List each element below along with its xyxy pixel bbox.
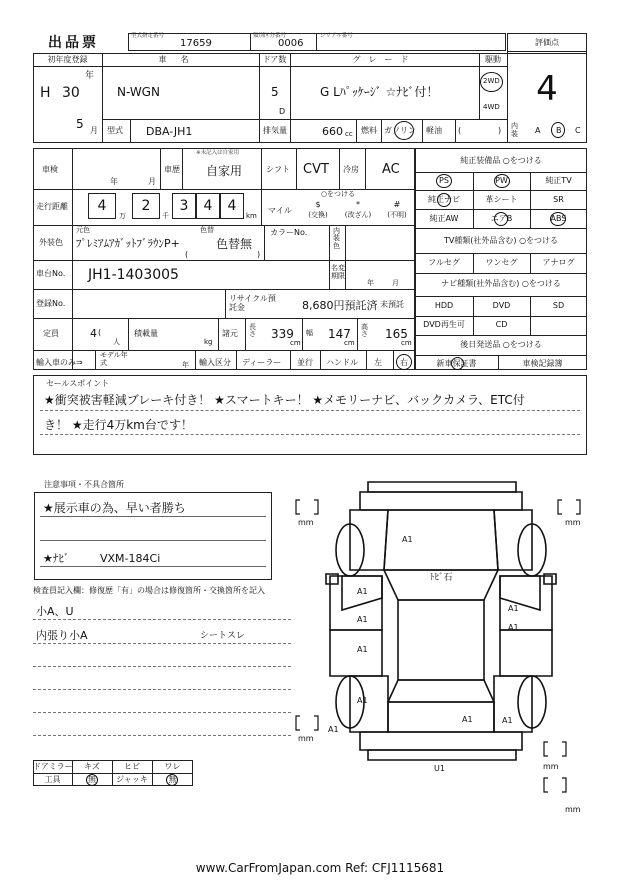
import-type-label: 輸入区分 <box>199 358 231 367</box>
car-name: N-WGN <box>117 85 160 99</box>
equip-ps: PS <box>439 176 449 185</box>
color-label: 外装色 <box>39 238 63 247</box>
capacity: 4 <box>90 327 97 340</box>
mark-a1-front-door-r: A1 <box>508 604 519 613</box>
import-year-unit: 年 <box>182 361 189 369</box>
legend-h2: キズ <box>84 762 100 771</box>
unit-tamper: * <box>356 200 360 209</box>
doors: 5 <box>271 85 279 99</box>
equip-navi: 純正ナビ <box>428 195 460 204</box>
mileage-d3: 3 <box>179 198 189 214</box>
car-name-label: 車名 <box>158 55 203 64</box>
recycle-label: リサイクル預託金 <box>229 294 276 313</box>
color-no-label: カラーNo. <box>270 228 308 237</box>
equip-airbag-circle <box>494 212 508 226</box>
width: 147 <box>328 327 351 341</box>
equip-tv: 純正TV <box>545 176 572 185</box>
nc-month: 月 <box>392 279 399 287</box>
unit-note: ○をつける <box>320 190 356 198</box>
height: 165 <box>385 327 408 341</box>
use-label: 車歴 <box>164 165 180 174</box>
len-cm: cm <box>290 339 301 347</box>
legend-r2: 無 <box>88 775 96 784</box>
mark-a1-rear-l: A1 <box>357 645 368 654</box>
reg-month: 5 <box>76 117 84 131</box>
navi-sd: SD <box>552 301 565 310</box>
legend-r2-circle <box>86 774 98 786</box>
legend-r4-circle <box>166 774 178 786</box>
inspection-label: 車検 <box>42 165 58 174</box>
ac: AC <box>382 162 400 177</box>
use: 自家用 <box>206 164 243 178</box>
use-note: ※未記入は自家用 <box>196 150 240 156</box>
drive-2wd: 2WD <box>483 77 500 85</box>
mileage-label: 走行距離 <box>36 202 68 211</box>
handle-right: 右 <box>400 358 408 367</box>
interior-circle <box>551 122 565 138</box>
len-label: 長さ <box>249 323 256 339</box>
mark-a1-front-door-l: A1 <box>357 587 368 596</box>
interior-a: A <box>535 126 541 135</box>
notes-line2-model: VXM-184Ci <box>100 552 161 565</box>
fuel-gas: ガソリン <box>384 126 416 135</box>
insp-line2b: シートスレ <box>200 631 245 641</box>
equip-abs-circle <box>550 212 566 226</box>
length: 339 <box>271 327 294 341</box>
equip-pw: PW <box>495 176 508 185</box>
later-records: 車検記録簿 <box>522 359 563 368</box>
legend-r1: 工具 <box>44 775 61 784</box>
fuel-diesel: 軽油 <box>426 126 442 135</box>
interior-b: B <box>556 126 562 135</box>
later-warranty: 新車保証書 <box>436 359 477 368</box>
dims-label: 諸元 <box>222 329 238 338</box>
legend-r4: 無 <box>168 775 177 784</box>
equip-navi-circle <box>437 193 451 207</box>
legend-r3: ジャッキ <box>116 775 148 784</box>
handle-left: 左 <box>374 358 382 367</box>
hgt-label: 高さ <box>361 323 368 339</box>
paint-value: 色替無 <box>216 237 253 251</box>
type-cert-no: 17659 <box>180 38 212 49</box>
equip-pw-circle <box>494 174 510 188</box>
capacity-unit: 人 <box>113 338 120 346</box>
fuel-label: 燃料 <box>361 126 377 135</box>
cc-unit: cc <box>345 130 353 138</box>
sen-unit: 千 <box>162 212 169 220</box>
grade: G Lﾊﾟｯｹｰｼﾞ ☆ﾅﾋﾞ付！ <box>320 85 439 99</box>
grade-label: グレード <box>352 55 417 64</box>
mark-chip-windshield: ﾄﾋﾞ石 <box>430 573 453 583</box>
sales-label: セールスポイント <box>46 379 110 388</box>
diag-mm-2: mm <box>565 518 581 527</box>
drive-label: 駆動 <box>485 55 501 64</box>
form-title: 出品票 <box>48 35 99 51</box>
diag-mm-4: mm <box>543 762 559 771</box>
mark-a1-hood: A1 <box>402 535 413 544</box>
shift-label: シフト <box>266 165 290 174</box>
category-label: 類別区分番号 <box>253 33 287 39</box>
int-color-label: 内装色 <box>333 227 340 250</box>
later-label: 後日発送品 ○をつける <box>460 340 542 349</box>
navi-dvd: DVD <box>492 301 511 310</box>
mark-a1-rear-wheel-l: A1 <box>328 725 339 734</box>
fuel-circle <box>394 121 414 140</box>
tv-analog: アナログ <box>542 258 575 267</box>
unit-swap: $ <box>315 200 321 209</box>
handle-circle <box>396 354 412 370</box>
insp-line1: 小A、U <box>36 605 74 618</box>
diag-mm-3: mm <box>298 734 314 743</box>
model: DBA-JH1 <box>146 125 193 138</box>
equip-abs: ABS <box>550 214 567 223</box>
tv-full: フルセグ <box>428 258 460 267</box>
equip-leather: 革シート <box>485 195 518 204</box>
mark-a1-rear-fender-l: A1 <box>357 696 368 705</box>
equip-airbag: エアB <box>490 214 513 223</box>
mark-a1-rear-door-r: A1 <box>508 623 519 632</box>
equip-ps-circle <box>436 174 452 188</box>
load-unit: kg <box>204 338 213 346</box>
mark-a1-rear-door-l: A1 <box>357 615 368 624</box>
score-label: 評価点 <box>535 38 559 47</box>
mark-a1-trunk: A1 <box>462 715 473 724</box>
mark-u1-bumper: U1 <box>434 764 445 773</box>
hgt-cm: cm <box>401 339 412 347</box>
ac-label: 冷房 <box>343 165 359 174</box>
reg-label: 登録No. <box>36 299 66 308</box>
shift: CVT <box>303 162 329 177</box>
displacement: 660 <box>322 125 343 138</box>
legend-h4: ワレ <box>164 762 181 771</box>
mileage-d4: 4 <box>203 198 213 214</box>
type-cert-label: 型式指定番号 <box>131 33 165 39</box>
genuine-label: 純正装備品 ○をつける <box>460 156 542 165</box>
paint-label: 色替 <box>200 226 214 234</box>
load-label: 積載量 <box>134 329 158 338</box>
first-reg-label: 初年度登録 <box>47 55 88 64</box>
navi-label: ナビ種類(社外品含む) ○をつける <box>441 279 561 288</box>
handle-label: ハンドル <box>326 358 358 367</box>
mileage-d2: 2 <box>141 198 151 214</box>
capacity-label: 定員 <box>43 329 59 338</box>
serial-label: シリアル番号 <box>320 33 353 39</box>
sales-box <box>33 375 587 455</box>
doors-label: ドア数 <box>262 55 287 64</box>
month-unit: 月 <box>90 126 98 135</box>
diag-mm-5: mm <box>565 805 581 814</box>
notes-label: 注意事項・不具合箇所 <box>44 480 124 489</box>
navi-dvdplay: DVD再生可 <box>423 320 465 329</box>
sales-line2: き！ ★走行4万km台です！ <box>44 418 193 432</box>
era: H <box>40 85 51 101</box>
import-parallel: 並行 <box>297 358 313 367</box>
man-unit: 万 <box>119 212 126 220</box>
drive-circle <box>480 72 503 92</box>
doors-sub: D <box>279 107 286 116</box>
km-unit: km <box>246 212 257 220</box>
orig-color: ﾌﾟﾚﾐｱﾑｱｶﾞｯﾄﾌﾞﾗｳﾝP+ <box>76 237 180 250</box>
insp-line2: 内張り小A <box>36 629 88 642</box>
model-label: 型式 <box>107 126 123 135</box>
unit-unknown: # <box>393 200 401 209</box>
insp-year-unit: 年 <box>110 177 118 186</box>
recycle-none: 未預託 <box>380 300 404 309</box>
score-value: 4 <box>536 69 558 109</box>
mileage-d1: 4 <box>97 198 107 214</box>
car-damage-diagram <box>290 470 590 830</box>
drive-4wd: 4WD <box>483 103 500 111</box>
unit-tamper-sub: (改ざん) <box>344 211 372 219</box>
legend-h3: ヒビ <box>124 762 140 771</box>
wid-label: 幅 <box>306 329 313 337</box>
chassis-label: 車台No. <box>36 269 66 278</box>
inspector-label: 検査員記入欄：修復歴「有」の場合は修復箇所・交換箇所を記入 <box>33 586 265 595</box>
unit-unknown-sub: (不明) <box>387 211 407 219</box>
unit-mile: マイル <box>268 206 292 215</box>
interior-label: 内装 <box>511 122 518 138</box>
tv-label: TV種類(社外品含む) ○をつける <box>443 236 559 245</box>
later-warranty-circle <box>451 357 464 370</box>
interior-c: C <box>575 126 581 135</box>
diag-mm-1: mm <box>298 518 314 527</box>
sales-line1: ★衝突被害軽減ブレーキ付き！ ★スマートキー！ ★メモリーナビ、バックカメラ、ETC付 <box>44 393 525 407</box>
mileage-d5: 4 <box>227 198 237 214</box>
equip-sr: SR <box>553 195 564 204</box>
insp-month-unit: 月 <box>148 177 156 186</box>
legend-h1: ドアミラー <box>33 762 73 771</box>
import-label: 輸入車のみ⇒ <box>36 358 83 367</box>
notes-line1: ★展示車の為、早い者勝ち <box>43 501 186 515</box>
tv-one: ワンセグ <box>485 258 518 267</box>
orig-color-label: 元色 <box>76 226 90 234</box>
recycle-amount: 8,680円預託済 <box>302 299 378 312</box>
model-year-label: モデル年式 <box>100 351 128 367</box>
nc-year: 年 <box>367 279 374 287</box>
unit-swap-sub: (交換) <box>308 211 328 219</box>
navi-hdd: HDD <box>434 301 454 310</box>
footer-ref: www.CarFromJapan.com Ref: CFJ1115681 <box>195 861 445 875</box>
name-change-label: 名変期限 <box>331 264 345 280</box>
mark-a1-rear-fender-r: A1 <box>502 716 513 725</box>
navi-cd: CD <box>495 320 508 329</box>
reg-year: 30 <box>62 85 80 101</box>
displacement-label: 排気量 <box>263 126 287 135</box>
year-unit: 年 <box>85 71 95 81</box>
import-dealer: ディーラー <box>242 358 282 367</box>
notes-line2-star: ★ﾅﾋﾞ <box>43 552 70 565</box>
wid-cm: cm <box>344 339 355 347</box>
category-no: 0006 <box>278 38 304 49</box>
chassis-no: JH1-1403005 <box>88 267 179 283</box>
equip-aw: 純正AW <box>429 214 459 223</box>
